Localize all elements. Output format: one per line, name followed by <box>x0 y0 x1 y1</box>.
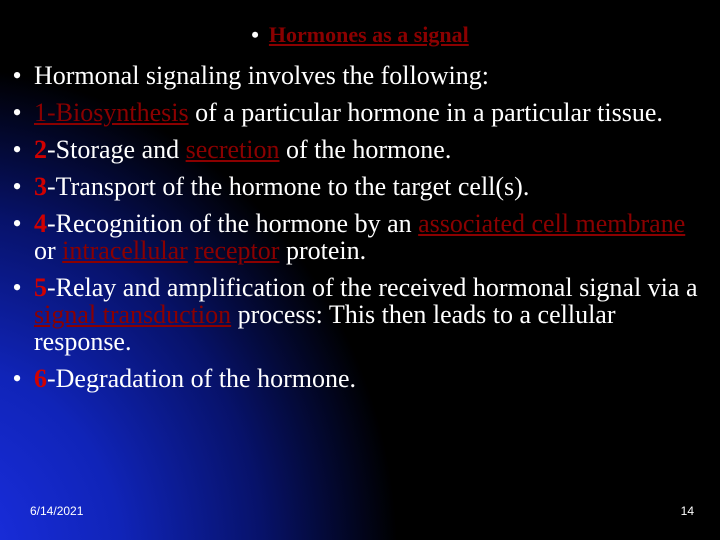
step-number: 5 <box>34 273 47 302</box>
step-number: 4 <box>34 209 47 238</box>
list-item <box>0 173 710 200</box>
list-item <box>0 365 710 392</box>
title-bullet: • <box>251 22 259 47</box>
bullet-dot: • <box>12 98 22 127</box>
text-segment: -Transport of the hormone to the target cell(s). <box>47 172 530 201</box>
list-item <box>0 136 710 163</box>
bullet-dot: • <box>12 209 22 238</box>
footer-date: 6/14/2021 <box>30 504 84 518</box>
hyperlink[interactable]: 1-Biosynthesis <box>34 98 189 127</box>
text-segment: of the hormone. <box>279 135 452 164</box>
text-segment: of a particular hormone in a particular tissue. <box>188 98 663 127</box>
text-segment: -Recognition of the hormone by an <box>47 209 419 238</box>
text-segment: or <box>34 236 63 265</box>
step-number: 3 <box>34 172 47 201</box>
bullet-dot: • <box>12 61 22 90</box>
hyperlink[interactable]: receptor <box>194 236 280 265</box>
text-segment: Hormonal signaling involves the following: <box>34 61 489 90</box>
text-segment: -Relay and amplification of the received hormonal signal via a <box>47 273 698 302</box>
list-item-text <box>34 62 710 89</box>
step-number: 6 <box>34 364 47 393</box>
text-segment: protein. <box>279 236 367 265</box>
step-number: 2 <box>34 135 47 164</box>
list-item <box>0 274 710 355</box>
footer-page-number: 14 <box>680 504 694 518</box>
bullet-dot: • <box>12 364 22 393</box>
list-item <box>0 99 710 126</box>
list-item <box>0 210 710 264</box>
list-item-text <box>34 210 710 264</box>
text-segment: -Degradation of the hormone. <box>47 364 357 393</box>
bullet-dot: • <box>12 172 22 201</box>
text-segment: process: This then leads to a cellular response. <box>34 300 616 356</box>
list-item-text <box>34 173 710 200</box>
hyperlink[interactable]: intracellular <box>62 236 188 265</box>
bullet-dot: • <box>12 273 22 302</box>
list-item-text <box>34 99 710 126</box>
hyperlink[interactable]: secretion <box>185 135 280 164</box>
list-item-text <box>34 274 710 355</box>
list-item <box>0 62 710 89</box>
hyperlink[interactable]: associated cell membrane <box>418 209 686 238</box>
text-segment: -Storage and <box>47 135 186 164</box>
list-item-text <box>34 365 710 392</box>
bullet-list <box>0 62 710 402</box>
title-text[interactable]: Hormones as a signal <box>268 22 469 47</box>
hyperlink[interactable]: signal transduction <box>34 300 232 329</box>
list-item-text <box>34 136 710 163</box>
bullet-dot: • <box>12 135 22 164</box>
slide-title <box>0 22 720 48</box>
